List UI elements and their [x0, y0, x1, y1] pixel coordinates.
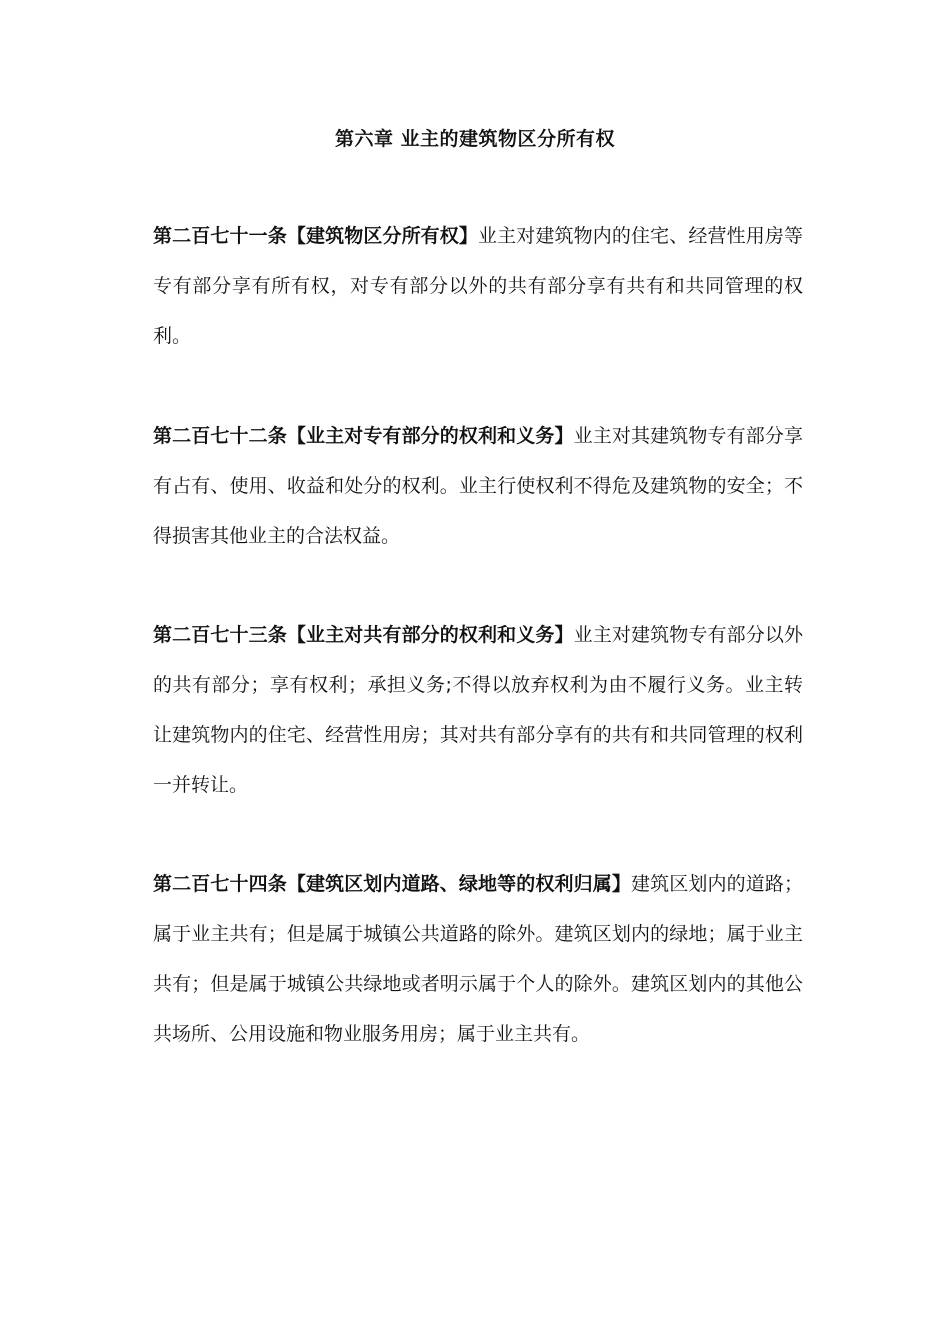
article-271: [153, 211, 803, 361]
article-body: 业主对建筑物内的住宅、经营性用房等专有部分享有所有权，对专有部分以外的共有部分享有共有和共同管理的权利。: [153, 225, 803, 347]
article-273: [153, 610, 803, 810]
article-274: [153, 859, 803, 1059]
article-heading: 第二百七十三条【业主对共有部分的权利和义务】: [153, 624, 574, 646]
article-body: 业主对建筑物专有部分以外的共有部分；享有权利；承担义务;不得以放弃权利为由不履行义务。业主转让建筑物内的住宅、经营性用房；其对共有部分享有的共有和共同管理的权利一并转让。: [153, 624, 803, 796]
chapter-title: 第六章 业主的建筑物区分所有权: [334, 128, 616, 150]
article-body: 建筑区划内的道路；属于业主共有；但是属于城镇公共道路的除外。建筑区划内的绿地；属于业主共有；但是属于城镇公共绿地或者明示属于个人的除外。建筑区划内的其他公共场所、公用设施和物业服务用房；属于业主共有。: [153, 873, 803, 1045]
article-heading: 第二百七十二条【业主对专有部分的权利和义务】: [153, 425, 574, 447]
article-heading: 第二百七十四条【建筑区划内道路、绿地等的权利归属】: [153, 873, 632, 895]
article-body: 业主对其建筑物专有部分享有占有、使用、收益和处分的权利。业主行使权利不得危及建筑物的安全；不得损害其他业主的合法权益。: [153, 425, 803, 547]
article-heading: 第二百七十一条【建筑物区分所有权】: [153, 225, 479, 247]
article-272: [153, 411, 803, 561]
